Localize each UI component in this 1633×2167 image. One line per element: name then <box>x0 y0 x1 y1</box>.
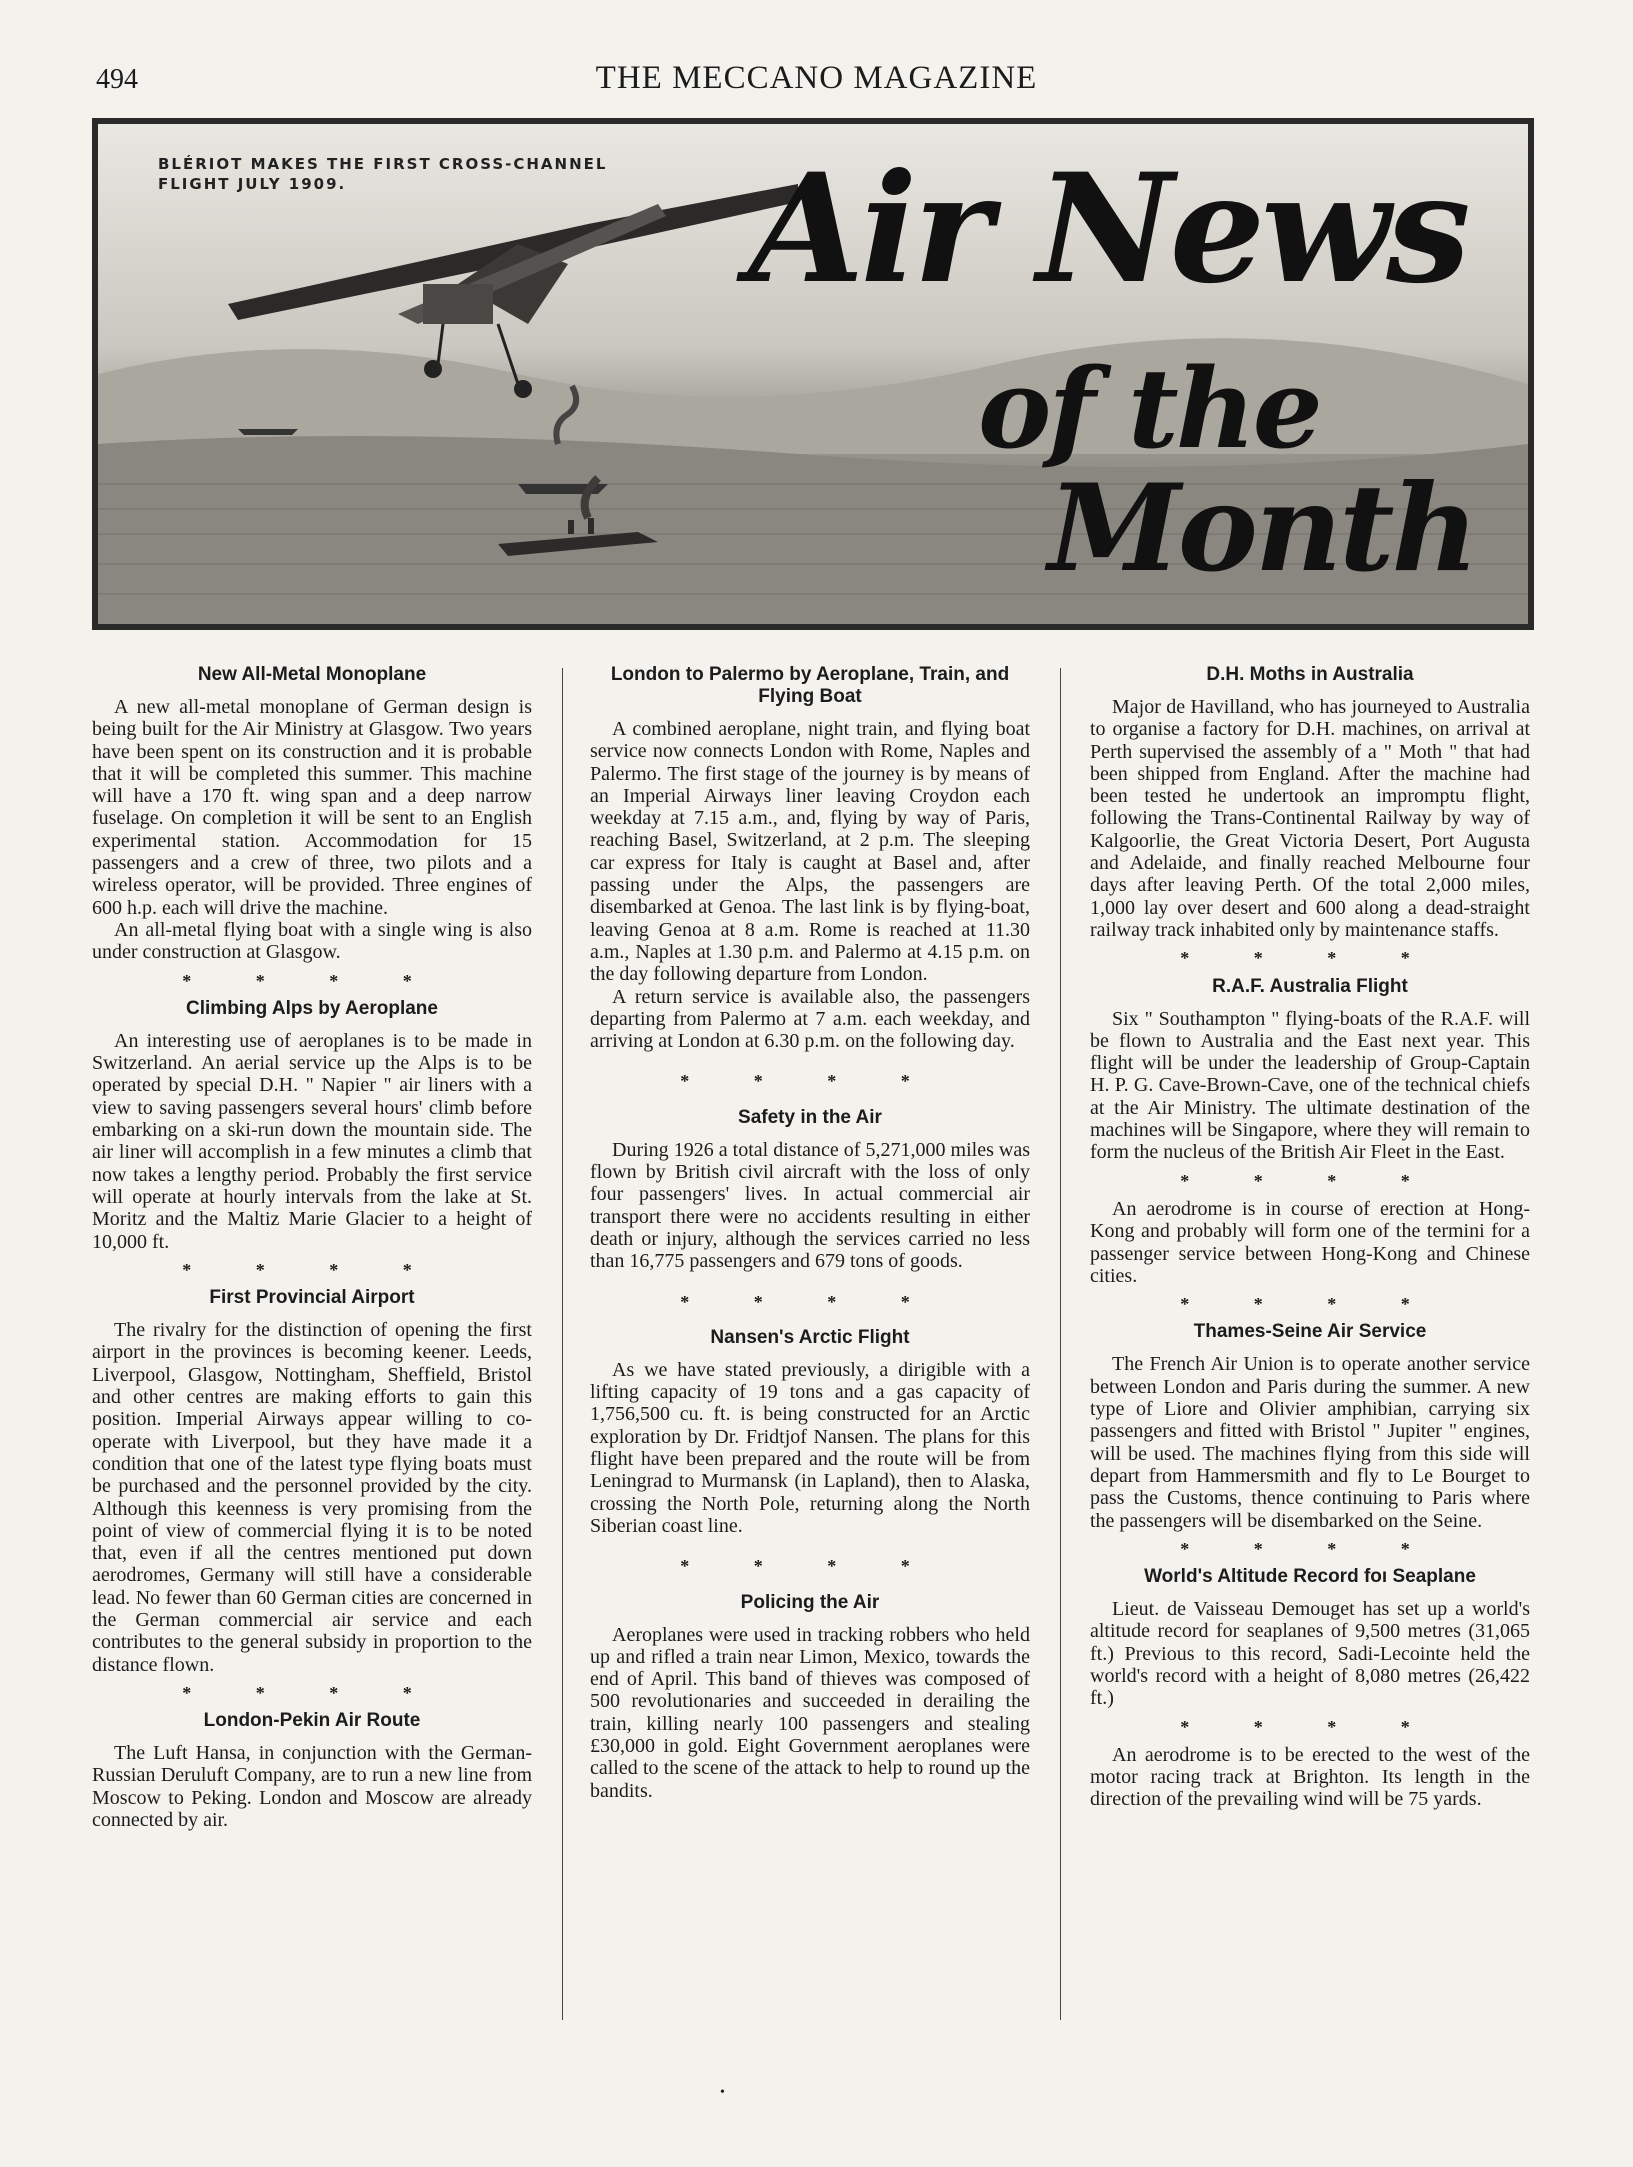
article <box>590 1327 1030 1537</box>
caption-line-2: FLIGHT JULY 1909. <box>158 175 347 193</box>
article-title: Safety in the Air <box>738 1106 882 1128</box>
article-paragraph: An all-metal flying boat with a single wing is also under construction at Glasgow. <box>92 918 532 964</box>
article-title: New All-Metal Monoplane <box>197 664 427 685</box>
article-paragraph: Lieut. de Vaisseau Demouget has set up a world's altitude record for seaplanes of 9,500 metres (31,065 ft.) Previous to this record, Sadi-Lecointe held the world's record with a height of 8,080 metres (26,422 ft.) <box>1090 1598 1530 1710</box>
article <box>92 1710 532 1831</box>
article-paragraph: An aerodrome is in course of erection at Hong-Kong and probably will form one of the termini for a passenger service between Hong-Kong and Chinese cities. <box>1090 1197 1530 1287</box>
article-title: World's Altitude Record foı Seaplane <box>1144 1566 1476 1588</box>
article-title: Nansen's Arctic Flight <box>710 1326 910 1348</box>
column-divider <box>1060 668 1061 2020</box>
article <box>1090 1321 1530 1531</box>
section-separator: * * * * <box>182 970 442 991</box>
illustration-caption <box>158 154 607 194</box>
section-separator: * * * * <box>1180 1294 1440 1315</box>
article-title: Policing the Air <box>740 1591 880 1613</box>
section-separator: * * * * <box>680 1291 940 1312</box>
article-title: Climbing Alps by Aeroplane <box>186 997 438 1019</box>
section-separator: * * * * <box>182 1259 442 1280</box>
article-paragraph: As we have stated previously, a dirigible with a lifting capacity of 19 tons and a gas capacity of 1,756,500 cu. ft. is being constructed for an Arctic exploration by Dr. Fridtjof Nansen. The plans for this flight have been prepared and the route will be from Leningrad to Murmansk (in Lapland), then to Alaska, crossing the North Pole, returning along the North Siberian coast line. <box>590 1358 1030 1537</box>
section-separator: * * * * <box>1180 1170 1440 1191</box>
article <box>1090 1744 1530 1811</box>
article-paragraph: A return service is available also, the passengers departing from Palermo at 7 a.m. each weekday, and arriving at London at 6.30 p.m. on the following day. <box>590 985 1030 1053</box>
column-divider <box>562 668 563 2020</box>
article-paragraph: Six " Southampton " flying-boats of the R.A.F. will be flown to Australia and the East next year. This flight will be under the leadership of Group-Captain H. P. G. Cave-Brown-Cave, one of the technical chiefs at the Air Ministry. The ultimate destination of the machines will be Singapore, where they will remain to form the nucleus of the British Air Fleet in the East. <box>1090 1007 1530 1164</box>
article-paragraph: Aeroplanes were used in tracking robbers who held up and rifled a train near Limon, Mexico, towards the end of April. This band of thieves was composed of 500 revolutionaries and succeeded in derailing the train, killing nearly 100 passengers and stealing £30,000 in gold. Eight Government aeroplanes were called to the scene of the attack to help to round up the bandits. <box>590 1623 1030 1802</box>
article <box>92 1287 532 1676</box>
article <box>1090 1566 1530 1709</box>
article <box>92 998 532 1253</box>
banner-title-air-news: Air News <box>748 141 1467 317</box>
article <box>590 1592 1030 1802</box>
banner-title-month: Month <box>1048 458 1476 599</box>
page-number: 494 <box>96 64 138 95</box>
section-separator: * * * * <box>1180 1716 1440 1737</box>
article-title: R.A.F. Australia Flight <box>1212 975 1408 997</box>
section-separator: * * * * <box>680 1071 940 1092</box>
magazine-title: THE MECCANO MAGAZINE <box>595 60 1038 96</box>
section-separator: * * * * <box>680 1556 940 1577</box>
article <box>590 664 1030 1052</box>
column-1 <box>92 660 532 1837</box>
article-paragraph: A new all-metal monoplane of German design is being built for the Air Ministry at Glasgow. Two years have been spent on its construction and it is probable that it will be completed this summer. This machine will have a 170 ft. wing span and a deep narrow fuselage. On completion it will be sent to an English experimental station. Accommodation for 15 passengers and a crew of three, two pilots and a wireless operator, will be provided. Three engines of 600 h.p. each will drive the machine. <box>92 696 532 919</box>
article-title: London to Palermo by Aeroplane, Train, and Flying Boat <box>610 664 1010 707</box>
article-title: D.H. Moths in Australia <box>1206 664 1414 685</box>
column-3 <box>1090 660 1530 1817</box>
section-separator: * * * * <box>1180 1538 1440 1559</box>
article-title: London-Pekin Air Route <box>203 1710 421 1732</box>
article-paragraph: The rivalry for the distinction of opening the first airport in the provinces is becoming keener. Leeds, Liverpool, Glasgow, Nottingham, Sheffield, Bristol and other centres are making efforts to gain this position. Imperial Airways appear willing to co-operate with Liverpool, but they have made it a condition that one of the latest type flying boats must be purchased and the personnel provided by the city. Although this keenness is very promising from the point of view of commercial flying it is to be noted that, even if all the centres mentioned put down aerodromes, Germany will still have a considerable lead. No fewer than 60 German cities are concerned in the German commercial air service and each contributes to the general subsidy in proportion to the distance flown. <box>92 1319 532 1676</box>
banner-title-of-the: of the <box>978 344 1320 473</box>
article <box>1090 976 1530 1164</box>
printer-mark: • <box>720 2085 725 2100</box>
article-paragraph: An interesting use of aeroplanes is to be made in Switzerland. An aerial service up the Alps is to be operated by special D.H. " Napier " air liners with a view to saving passengers several hours' climb before embarking on a ski-run down the mountain side. The air liner will accomplish in a few minutes a climb that now takes a lengthy period. Probably the first service will operate at hourly intervals from the lake at St. Moritz and the Maltiz Marie Glacier to a height of 10,000 ft. <box>92 1029 532 1253</box>
article-title: Thames-Seine Air Service <box>1193 1321 1427 1343</box>
article <box>92 664 532 964</box>
article <box>590 1107 1030 1273</box>
section-separator: * * * * <box>1180 948 1440 969</box>
article-paragraph: A combined aeroplane, night train, and flying boat service now connects London with Rome, Naples and Palermo. The first stage of the journey is by means of an Imperial Airways liner leaving Croydon each weekday at 7.15 a.m., and, flying by way of Paris, reaching Basel, Switzerland, at 2 p.m. The sleeping car express for Italy is caught at Basel and, after passing under the Alps, the passengers are disembarked at Genoa. The last link is by flying-boat, leaving Genoa at 8 a.m. Rome is reached at 11.30 a.m., Naples at 1.30 p.m. and Palermo at 4.15 p.m. on the day following departure from London. <box>590 718 1030 986</box>
article-paragraph: An aerodrome is to be erected to the west of the motor racing track at Brighton. Its length in the direction of the prevailing wind will be 75 yards. <box>1090 1743 1530 1811</box>
article-title: First Provincial Airport <box>209 1287 415 1309</box>
article-paragraph: The Luft Hansa, in conjunction with the German-Russian Deruluft Company, are to run a new line from Moscow to Peking. London and Moscow are already connected by air. <box>92 1742 532 1832</box>
article-paragraph: Major de Havilland, who has journeyed to Australia to organise a factory for D.H. machines, on arrival at Perth supervised the assembly of a " Moth " that had been shipped from England. After the machine had been tested he undertook an impromptu flight, following the Trans-Continental Railway by way of Kalgoorlie, the Great Victoria Desert, Port Augusta and Adelaide, and finally reached Melbourne four days after leaving Perth. Of the total 2,000 miles, 1,000 lay over desert and 600 along a dead-straight railway track inhabited only by maintenance staffs. <box>1090 696 1530 941</box>
article <box>1090 664 1530 941</box>
caption-line-1: BLÉRIOT MAKES THE FIRST CROSS-CHANNEL <box>158 155 608 173</box>
article-paragraph: The French Air Union is to operate another service between London and Paris during the summer. A new type of Liore and Olivier amphibian, carrying six passengers and fitted with Bristol " Jupiter " engines, will be used. The machines flying from this side will depart from Hammersmith and fly to Le Bourget to pass the Customs, thence continuing to Paris where the passengers will be disembarked on the Seine. <box>1090 1353 1530 1532</box>
column-2 <box>590 660 1030 1808</box>
article <box>1090 1198 1530 1287</box>
header-illustration <box>92 118 1534 630</box>
article-paragraph: During 1926 a total distance of 5,271,000 miles was flown by British civil aircraft with the loss of only four passengers' lives. In actual commercial air transport there were no accidents resulting in either death or injury, although the services carried no less than 16,775 passengers and 679 tons of goods. <box>590 1138 1030 1273</box>
section-separator: * * * * <box>182 1682 442 1703</box>
